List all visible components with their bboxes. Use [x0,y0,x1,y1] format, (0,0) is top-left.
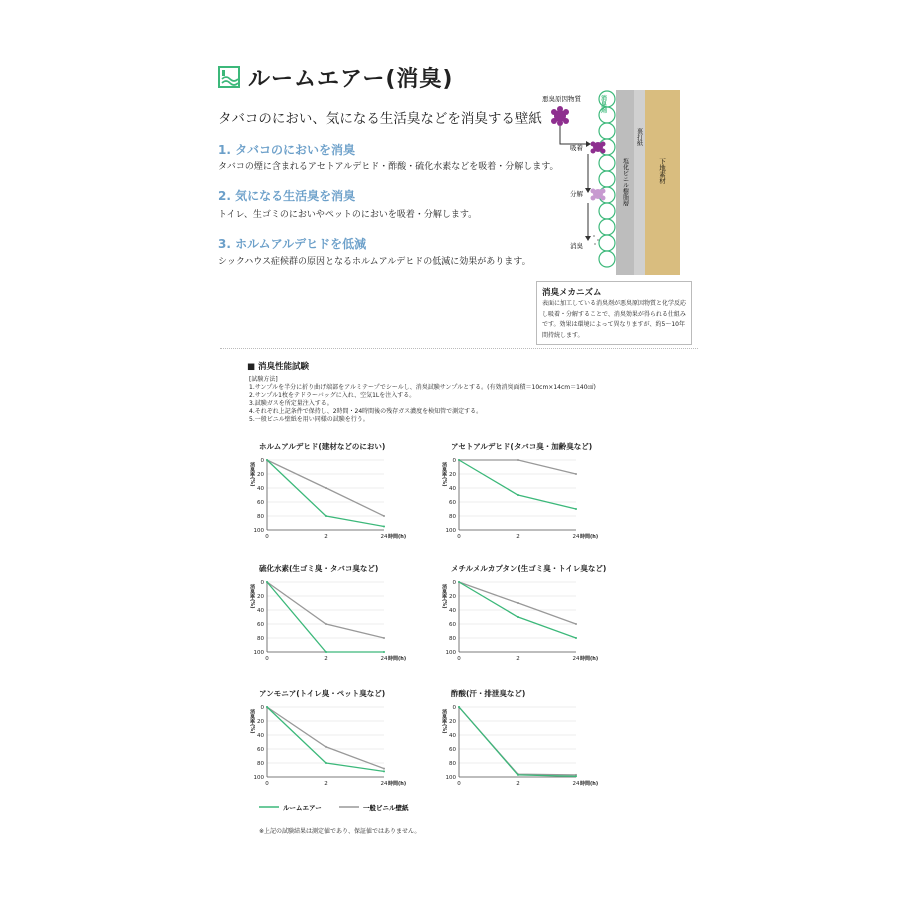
point-vinyl [383,637,385,639]
chart-svg [442,562,642,672]
deodorized-dots [593,235,599,245]
x-tick-label: 2 [516,534,520,540]
chart-formaldehyde [250,440,450,550]
page-title: ルームエアー(消臭) [248,67,454,92]
x-axis-label: 時間(h) [388,534,407,540]
x-tick-label: 0 [265,656,269,662]
point-vinyl [575,623,577,625]
y-tick-label: 100 [253,775,264,781]
series-line-vinyl [267,707,384,769]
y-axis-label: 消臭率(%) [441,709,447,734]
test-step-4: 4.それぞれ上記条件で保持し、2時間・24時間後の残存ガス濃度を検知管で測定する。 [249,408,483,415]
point-room-air [383,651,385,653]
y-tick-label: 0 [260,458,264,464]
backing-layer [634,90,645,275]
y-tick-label: 60 [257,622,264,628]
x-tick-label: 2 [324,534,328,540]
x-tick-label: 0 [457,534,461,540]
x-tick-label: 24 [572,781,580,787]
point-vinyl [325,487,327,489]
point-room-air [458,706,460,708]
point-room-air [266,706,268,708]
point-room-air [325,515,327,517]
point-room-air [383,770,385,772]
label-deodorize: 消臭 [570,242,583,250]
label-substrate: 下地素材 [658,158,666,184]
y-tick-label: 60 [449,747,456,753]
x-tick-label: 2 [516,656,520,662]
x-tick-label: 24 [380,781,388,787]
point-room-air [325,651,327,653]
chart-svg [250,440,450,550]
chart-title: ホルムアルデヒド(建材などのにおい) [259,442,386,451]
y-tick-label: 20 [257,719,264,725]
disclaimer-note: ※上記の試験結果は測定値であり、保証値ではありません。 [259,828,421,835]
point-vinyl [383,515,385,517]
odor-molecule-icon [551,106,569,126]
y-axis-label: 消臭率(%) [441,584,447,609]
y-tick-label: 100 [445,650,456,656]
flow-arrow-1 [560,126,586,144]
point-vinyl [517,459,519,461]
y-tick-label: 20 [449,472,456,478]
x-tick-label: 24 [380,656,388,662]
chart-title: 硫化水素(生ゴミ臭・タバコ臭など) [259,564,379,573]
agent-circles [599,91,615,267]
x-tick-label: 24 [380,534,388,540]
point-room-air [575,637,577,639]
feature-1-desc: タバコの煙に含まれるアセトアルデヒド・酢酸・硫化水素などを吸着・分解します。 [218,162,559,172]
feature-2-desc: トイレ、生ゴミのにおいやペットのにおいを吸着・分解します。 [218,210,478,220]
chart-svg [250,562,450,672]
x-tick-label: 24 [572,656,580,662]
point-room-air [383,526,385,528]
y-tick-label: 0 [260,580,264,586]
point-room-air [458,581,460,583]
label-backing: 裏打紙 [635,128,643,146]
point-vinyl [575,473,577,475]
y-tick-label: 20 [449,594,456,600]
label-vinyl: 塩化ビニル樹脂層 [621,158,629,206]
point-room-air [458,459,460,461]
y-tick-label: 100 [445,528,456,534]
y-tick-label: 40 [449,486,456,492]
test-step-3: 3.試験ガスを所定量注入する。 [249,400,333,407]
y-tick-label: 100 [253,528,264,534]
point-vinyl [325,623,327,625]
test-step-2: 2.サンプル1枚をテドラーバッグに入れ、空気1Lを注入する。 [249,392,416,399]
x-tick-label: 24 [572,534,580,540]
label-source: 悪臭原因物質 [542,95,581,103]
point-room-air [325,762,327,764]
point-room-air [575,775,577,777]
series-line-vinyl [459,707,576,775]
chart-ammonia [250,687,450,797]
point-room-air [266,581,268,583]
y-tick-label: 80 [257,761,264,767]
y-axis-label: 消臭率(%) [249,462,255,487]
y-tick-label: 0 [452,705,456,711]
x-tick-label: 2 [324,781,328,787]
point-room-air [517,616,519,618]
y-tick-label: 20 [449,719,456,725]
chart-svg [442,687,642,797]
x-axis-label: 時間(h) [580,656,599,662]
y-tick-label: 100 [253,650,264,656]
feature-3-desc: シックハウス症候群の原因となるホルムアルデヒドの低減に効果があります。 [218,257,531,267]
y-tick-label: 40 [257,486,264,492]
mechanism-box [536,281,692,345]
y-tick-label: 0 [452,458,456,464]
chart-title: アンモニア(トイレ臭・ペット臭など) [259,689,386,698]
y-tick-label: 0 [452,580,456,586]
x-tick-label: 2 [516,781,520,787]
y-tick-label: 40 [449,733,456,739]
point-room-air [517,494,519,496]
feature-3-title: 3. ホルムアルデヒドを低減 [218,237,367,251]
y-tick-label: 80 [449,636,456,642]
point-vinyl [383,768,385,770]
series-line-room-air [459,460,576,509]
room-air-logo-icon [218,66,240,88]
chart-svg [442,440,642,550]
chart-legend [259,801,459,813]
x-tick-label: 0 [265,534,269,540]
performance-test-title: ■ 消臭性能試験 [247,362,309,372]
legend-label-vinyl: 一般ビニル壁紙 [363,804,409,812]
mechanism-text: 表面に加工している消臭剤が悪臭原因物質と化学反応し吸着・分解することで、消臭効果が得られる仕組みです。効果は環境によって異なりますが、約5～10年間持続します。 [542,300,687,339]
chart-methyl-mercaptan [442,562,642,672]
y-axis-label: 消臭率(%) [441,462,447,487]
y-tick-label: 40 [257,733,264,739]
y-tick-label: 80 [257,514,264,520]
y-tick-label: 0 [260,705,264,711]
label-adsorb: 吸着 [570,144,583,152]
legend-label-room-air: ルームエアー [283,804,322,812]
point-room-air [266,459,268,461]
x-axis-label: 時間(h) [580,534,599,540]
test-step-5: 5.一般ビニル壁紙を用い同様の試験を行う。 [249,416,369,423]
series-line-room-air [267,582,384,652]
label-agent: 消臭剤 [599,95,607,113]
y-tick-label: 80 [257,636,264,642]
mechanism-title: 消臭メカニズム [542,288,602,298]
x-tick-label: 2 [324,656,328,662]
feature-1-title: 1. タバコのにおいを消臭 [218,143,355,157]
y-tick-label: 60 [449,500,456,506]
y-tick-label: 100 [445,775,456,781]
y-tick-label: 60 [449,622,456,628]
y-tick-label: 80 [449,514,456,520]
y-axis-label: 消臭率(%) [249,584,255,609]
series-line-vinyl [459,460,576,474]
test-method-title: [試験方法] [249,376,278,383]
test-step-1: 1.サンプルを半分に折り曲げ端部をアルミテープでシールし、消臭試験サンプルとする。(有効消臭面積＝10cm×14cm＝140㎠) [249,384,596,391]
label-decompose: 分解 [570,190,583,198]
series-line-room-air [459,707,576,776]
x-tick-label: 0 [457,781,461,787]
chart-acetaldehyde [442,440,642,550]
y-tick-label: 80 [449,761,456,767]
y-tick-label: 60 [257,747,264,753]
y-tick-label: 20 [257,594,264,600]
section-divider [220,348,698,349]
y-tick-label: 40 [257,608,264,614]
y-tick-label: 40 [449,608,456,614]
y-tick-label: 60 [257,500,264,506]
point-room-air [517,774,519,776]
x-axis-label: 時間(h) [388,656,407,662]
chart-title: 酢酸(汗・排泄臭など) [451,689,526,698]
feature-2-title: 2. 気になる生活臭を消臭 [218,189,356,203]
x-tick-label: 0 [265,781,269,787]
chart-title: メチルメルカプタン(生ゴミ臭・トイレ臭など) [451,564,607,573]
y-axis-label: 消臭率(%) [249,709,255,734]
x-axis-label: 時間(h) [580,781,599,787]
chart-title: アセトアルデヒド(タバコ臭・加齢臭など) [451,442,593,451]
chart-acetic-acid [442,687,642,797]
chart-hydrogen-sulfide [250,562,450,672]
point-vinyl [517,602,519,604]
x-axis-label: 時間(h) [388,781,407,787]
x-tick-label: 0 [457,656,461,662]
chart-svg [250,687,450,797]
mechanism-diagram [540,88,680,278]
point-vinyl [325,746,327,748]
page-lead: タバコのにおい、気になる生活臭などを消臭する壁紙 [218,111,542,127]
y-tick-label: 20 [257,472,264,478]
point-room-air [575,508,577,510]
